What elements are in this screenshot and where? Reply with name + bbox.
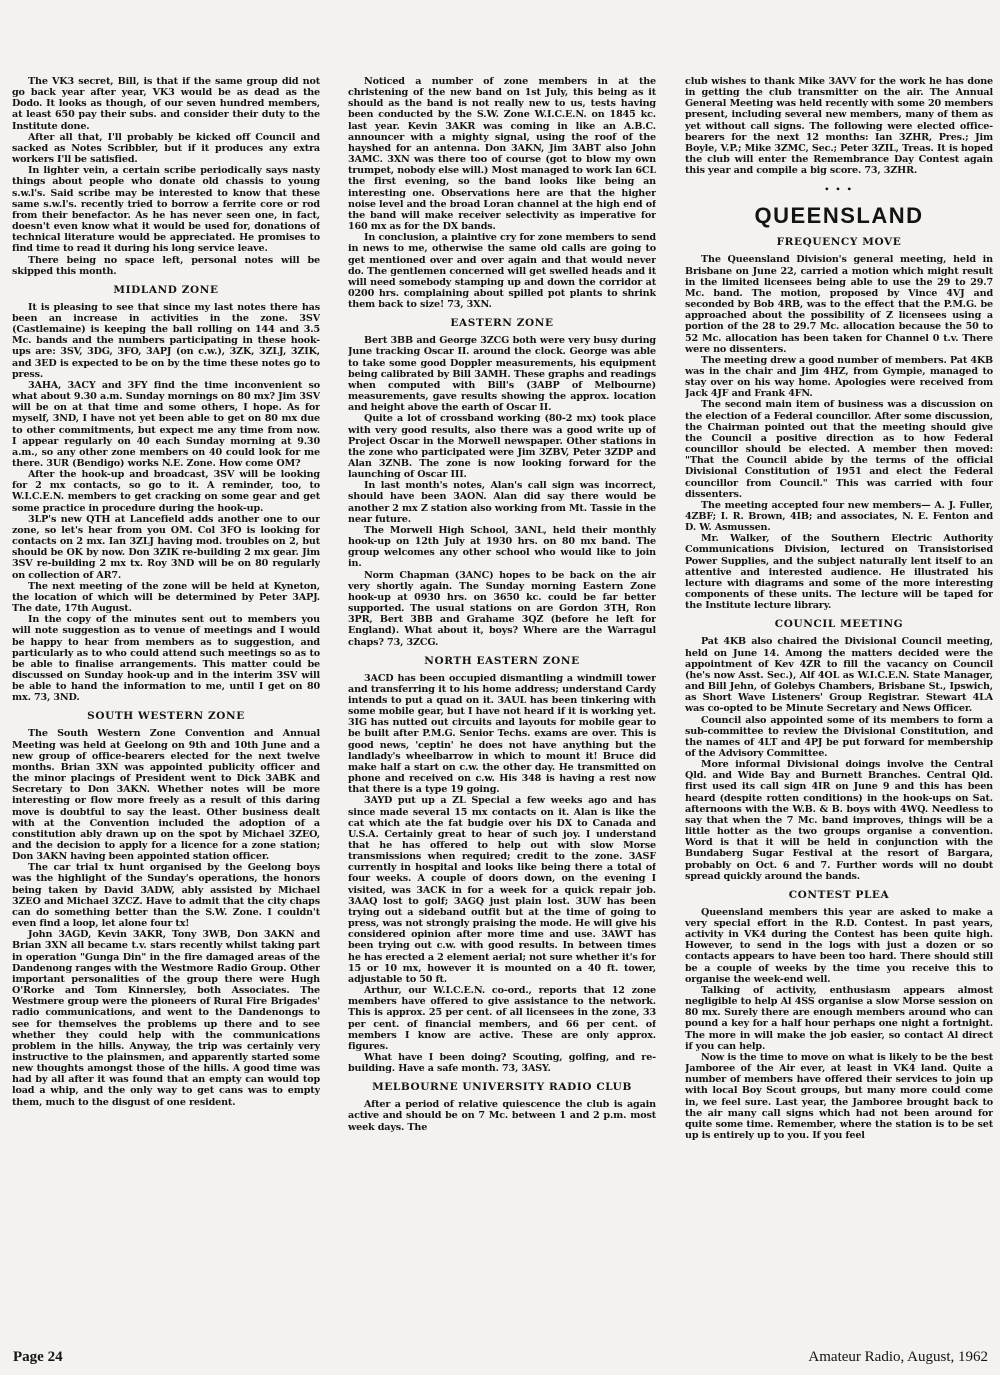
paragraph: After a period of relative quiescence the club is again active and should be on 7 Mc. between 1 and 2 p.m. most week days. The <box>348 1099 656 1133</box>
section-heading: COUNCIL MEETING <box>774 618 904 631</box>
paragraph: 3AYD put up a ZL Special a few weeks ago and has since made several 15 mx contacts on it. Alan is like the cat which ate the fat budgie over his DX to Canada and U.S.A. Certainly great to hear of such joy. I understand that he has offered to help out with slow Morse transmissions when required; credit to the zone. 3ASF currently in hospital and looks like being there a total of four weeks. A couple of doors down, on the evening I visited, was 3ACK in for a week for a quick repair job. 3AAQ lost to golf; 3AGQ just plain lost. 3UW has been trying out a sideband outfit but at the time of going to press, was not strongly praising the mode. He will give his considered opinion after more time and use. 3AWT has been trying out c.w. with good results. In between times he has erected a 2 element aerial; not sure whether it's for 15 or 10 mx, however it is mounted on a 40 ft. tower, adjustable to 50 ft. <box>348 795 656 985</box>
paragraph: Talking of activity, enthusiasm appears almost negligible to help Al 4SS organise a slow Morse session on 80 mx. Surely there are enough members around who can pound a key for a half hour perhaps one night a fortnight. The more in will make the job easier, so contact Al direct if you can help. <box>685 984 993 1052</box>
paragraph: The car trial tx hunt organised by the Geelong boys was the highlight of the Sunday's operations, the honors being taken by David 3ADW, ably assisted by Michael 3ZEO and Michael 3ZCZ. Have to admit that the city chaps can do something better than the S.W. Zone. I couldn't even find a loop, let alone four tx! <box>12 862 320 930</box>
paragraph: The Queensland Division's general meeting, held in Brisbane on June 22, carried a motion which might result in the limited licensees being able to use the 29 to 29.7 Mc. band. The motion, proposed by Vince 4VJ and seconded by Bob 4RB, was to the effect that the P.M.G. be approached about the possibility of Z licensees using a portion of the 28 to 29.7 Mc. allocation because the 50 to 52 Mc. allocation has been taken for Channel 0 t.v. There were no dissenters. <box>685 254 993 355</box>
paragraph: The meeting drew a good number of members. Pat 4KB was in the chair and Jim 4HZ, from Gympie, managed to stay over on his way home. Apologies were received from Jack 4JF and Frank 4FN. <box>685 354 993 400</box>
section-heading: MELBOURNE UNIVERSITY RADIO CLUB <box>372 1081 632 1094</box>
paragraph: After all that, I'll probably be kicked off Council and sacked as Notes Scribbler, but if it produces any extra workers I'll be satisfied. <box>12 131 320 166</box>
paragraph: There being no space left, personal notes will be skipped this month. <box>12 254 320 277</box>
section-heading: FREQUENCY MOVE <box>776 236 902 249</box>
paragraph: The VK3 secret, Bill, is that if the same group did not go back year after year, VK3 would be as dead as the Dodo. It looks as though, of our seven hundred members, at least 650 pay their subs. and consider their duty to the Institute done. <box>12 76 320 132</box>
magazine-page <box>12 76 993 1346</box>
paragraph: Quite a lot of crossband working (80-2 mx) took place with very good results, also there was a good write up of Project Oscar in the Morwell newspaper. Other stations in the zone who participated were Jim 3ZBV, Peter 3ZDP and Alan 3ZNB. The zone is now looking forward for the launching of Oscar III. <box>348 413 656 481</box>
paragraph: Pat 4KB also chaired the Divisional Council meeting, held on June 14. Among the matters decided were the appointment of Kev 4ZR to fill the vacancy on Council (he's now Asst. Sec.), Alf 4OL as W.I.C.E.N. State Manager, and Bill Jehn, of Golebys Chambers, Brisbane St., Ipswich, as Short Wave Listeners' Group Registrar. Stewart 4LA was co-opted to be Minute Secretary and News Officer. <box>685 636 993 715</box>
paragraph: 3LP's new QTH at Lancefield adds another one to our zone, so let's hear from you OM. Col 3FO is looking for contacts on 2 mx. Ian 3ZLJ having mod. troubles on 2, but should be OK by now. Don 3ZIK re-building 2 mx gear. Jim 3SV re-building 2 mx tx. Roy 3ND will be on 80 regularly on collection of AR7. <box>12 513 320 581</box>
section-heading: NORTH EASTERN ZONE <box>424 654 580 667</box>
paragraph: Noticed a number of zone members in at the christening of the new band on 1st July, this being as it should as the band is not really new to us, tests having been conducted by the S.W. Zone W.I.C.E.N. on 1845 kc. last year. Kevin 3AKR was coming in like an A.B.C. announcer with a mighty signal, using the roof of the hayshed for an antenna. Don 3AKN, Jim 3ABT also John 3AMC. 3XN was there too of course (got to blow my own trumpet, nobody else will.) Most managed to work Ian 6CL the first evening, so the band looks like being an interesting one. Observations here are that the higher noise level and the broad Loran channel at the high end of the band will make receiver selectivity as imperative for 160 mx as for the DX bands. <box>348 76 656 233</box>
paragraph: 3ACD has been occupied dismantling a windmill tower and transferring it to his home address; understand Cardy intends to put a quad on it. 3AUL has been tinkering with some mobile gear, but I have not heard if it is working yet. 3IG has nutted out circuits and layouts for mobile gear to be built after P.M.G. Senior Techs. exams are over. This is good news, 'ceptin' he does not have anything but the landlady's wheelbarrow in which to mount it! Bruce did make half a start on c.w. the other day. He transmitted on phone and received on c.w. His 348 is having a rest now that there is a type 19 going. <box>348 672 656 796</box>
page-number: Page 24 <box>13 1349 63 1365</box>
paragraph: John 3AGD, Kevin 3AKR, Tony 3WB, Don 3AKN and Brian 3XN all became t.v. stars recently whilst taking part in operation "Gunga Din" in the fire damaged areas of the Dandenong ranges with the Westmore Radio Group. Other important personalities of the group there were Hugh O'Rorke and Tom Kinnersley, both Associates. The Westmere group were the pioneers of Rural Fire Brigades' radio communications, and went to the Dandenongs to see for themselves the problems up there and to see whether they could help with the communications problem in the hills. Anyway, the trip was certainly very instructive to the plainsmen, and apparently started some new thoughts amongst those of the hills. A good time was had by all after it was found that an empty can would top load a whip, and the only way to get cans was to empty them, much to the disgust of one resident. <box>12 929 320 1108</box>
paragraph: 3AHA, 3ACY and 3FY find the time inconvenient so what about 9.30 a.m. Sunday mornings on 80 mx? Jim 3SV will be on at that time and some others, I hope. As for myself, 3ND, I have not yet been able to get on 80 mx due to other commitments, but expect me any time from now. I appear regularly on 40 each Sunday morning at 9.30 a.m., so any other zone members on 40 could look for me there. 3UR (Bendigo) works N.E. Zone. How come OM? <box>12 379 320 469</box>
paragraph: The second main item of business was a discussion on the election of a Federal councillor. After some discussion, the Chairman pointed out that the meeting should give the Council a positive direction as to how Federal councillor should be elected. A member then moved: "That the Council abide by the terms of the official Divisional Constitution of 1951 and elect the Federal councillor from Council." This was carried with four dissenters. <box>685 399 993 500</box>
section-heading: EASTERN ZONE <box>450 317 554 330</box>
paragraph: In last month's notes, Alan's call sign was incorrect, should have been 3AON. Alan did say there would be another 2 mx Z station also working from Mt. Tassie in the near future. <box>348 480 656 525</box>
column-right <box>685 76 993 1346</box>
publication-credit: Amateur Radio, August, 1962 <box>808 1349 988 1365</box>
paragraph: Queensland members this year are asked to make a very special effort in the R.D. Contest. In past years, activity in VK4 during the Contest has been quite high. However, to send in the logs with just a dozen or so contacts appears to have been too hard. There should still be a couple of weeks by the time you receive this to organise the week-end well. <box>685 906 993 985</box>
paragraph: After the hook-up and broadcast, 3SV will be looking for 2 mx contacts, so go to it. A reminder, too, to W.I.C.E.N. members to get cracking on some gear and get some practice in procedure during the hook-up. <box>12 469 320 514</box>
paragraph: In conclusion, a plaintive cry for zone members to send in news to me, otherwise the same old calls are going to get mentioned over and over again and that would never do. The gentlemen concerned will get swelled heads and it will need somebody stamping up and down the corridor at 0200 hrs. complaining about spilled pot plants to shrink them back to size! 73, 3XN. <box>348 232 656 311</box>
section-heading: SOUTH WESTERN ZONE <box>87 710 245 723</box>
paragraph: It is pleasing to see that since my last notes there has been an increase in activities in the zone. 3SV (Castlemaine) is keeping the ball rolling on 144 and 3.5 Mc. bands and the numbers participating in these hook-ups are: 3SV, 3DG, 3FO, 3APJ (on c.w.), 3ZK, 3ZLJ, 3ZIK, and 3ED is expected to be on by the time these notes go to press. <box>12 301 320 380</box>
paragraph: In lighter vein, a certain scribe periodically says nasty things about people who donate old chassis to young s.w.l's. Said scribe may be interested to know that these same s.w.l's. recently tried to borrow a ferrite core or rod from their benefactor. As he has never seen one, in fact, doesn't even know what it would be used for, donations of technical literature would be appreciated. He promises to find time to read it during his long service leave. <box>12 165 320 255</box>
paragraph: Norm Chapman (3ANC) hopes to be back on the air very shortly again. The Sunday morning Eastern Zone hook-up at 0930 hrs. on 3650 kc. could be far better supported. The usual stations on are Gordon 3TH, Ron 3PR, Bert 3BB and Grahame 3QZ (before he left for England). What about it, boys? Where are the Warragul chaps? 73, 3ZCG. <box>348 569 656 648</box>
paragraph: What have I been doing? Scouting, golfing, and re-building. Have a safe month. 73, 3ASY. <box>348 1051 656 1075</box>
paragraph: club wishes to thank Mike 3AVV for the work he has done in getting the club transmitter on the air. The Annual General Meeting was held recently with some 20 members present, including several new members, many of them as yet without call signs. The following were elected office-bearers for the next 12 months: Ian 3ZHR, Pres.; Jim Boyle, V.P.; Mike 3ZMC, Sec.; Peter 3ZIL, Treas. It is hoped the club will enter the Remembrance Day Contest again this year and compile a big score. 73, 3ZHR. <box>685 76 993 177</box>
paragraph: Now is the time to move on what is likely to be the best Jamboree of the Air ever, at least in VK4 land. Quite a number of members have offered their services to join up with local Boy Scout groups, but many more could come in, we feel sure. Last year, the Jamboree brought back to the air many call signs which had not been around for quite some time. Remember, where the station is to be set up is entirely up to you. If you feel <box>685 1051 993 1141</box>
section-heading: CONTEST PLEA <box>788 888 890 901</box>
paragraph: Arthur, our W.I.C.E.N. co-ord., reports that 12 zone members have offered to give assistance to the network. This is approx. 25 per cent. of all licensees in the zone, 33 per cent. of financial members, and 66 per cent. of members I know are active. These are only approx. figures. <box>348 985 656 1052</box>
paragraph: Bert 3BB and George 3ZCG both were very busy during June tracking Oscar II. around the clock. George was able to take some good Doppler measurements, his equipment being calibrated by Bill 3AMH. These graphs and readings when computed with Bill's (3ABP of Melbourne) measurements, gave results showing the approx. location and height above the earth of Oscar II. <box>348 335 656 414</box>
paragraph: The next meeting of the zone will be held at Kyneton, the location of which will be determined by Peter 3APJ. The date, 17th August. <box>12 580 320 615</box>
paragraph: The South Western Zone Convention and Annual Meeting was held at Geelong on 9th and 10th June and a new group of office-bearers elected for the next twelve months. Brian 3XN was appointed publicity officer and the minor placings of President went to Dick 3ABK and Secretary to Don 3AKN. Whether notes will be more interesting or flow more freely as a result of this daring move is doubtful to say the least. Other business dealt with at the Convention included the adoption of a constitution ably drawn up on the spot by Michael 3ZEO, and the decision to apply for a licence for a zone station; Don 3AKN having been appointed station officer. <box>12 728 320 863</box>
paragraph: In the copy of the minutes sent out to members you will note suggestion as to venue of meetings and I would be happy to hear from members as to suggestion, and particularly as to who could attend such meetings so as to be able to finalise arrangements. This matter could be discussed on Sunday hook-up and in the interim 3SV will be able to hand the information to me, until I get on 80 mx. 73, 3ND. <box>12 614 320 704</box>
column-middle <box>348 76 656 1346</box>
paragraph: More informal Divisional doings involve the Central Qld. and Wide Bay and Burnett Branches. Central Qld. first used its call sign 4IR on June 9 and this has been heard (despite rotten conditions) in the hook-ups on Sat. afternoons with the W.B. & B. boys with 4WQ. Needless to say that when the 7 Mc. band improves, things will be a little hotter as the two groups organise a convention. Word is that it will be held in conjunction with the Bundaberg Sugar Festival at the resort of Bargara, probably on Oct. 6 and 7. Further words will no doubt spread quickly around the bands. <box>685 759 993 882</box>
section-separator: • • • <box>824 182 854 197</box>
division-heading: QUEENSLAND <box>754 203 924 229</box>
column-left <box>12 76 320 1346</box>
section-heading: MIDLAND ZONE <box>113 283 219 296</box>
paragraph: Council also appointed some of its members to form a sub-committee to review the Divisional Constitution, and the names of 4LT and 4PJ be put forward for membership of the Advisory Committee. <box>685 714 993 759</box>
paragraph: The meeting accepted four new members— A. J. Fuller, 4ZBF; I. R. Brown, 4IB; and associates, N. E. Fenton and D. W. Asmussen. <box>685 499 993 534</box>
paragraph: Mr. Walker, of the Southern Electric Authority Communications Division, lectured on Transistorised Power Supplies, and the subject naturally lent itself to an attentive and interested audience. He illustrated his lecture with diagrams and some of the more interesting components of these units. The lecture will be taped for the Institute lecture library. <box>685 533 993 612</box>
paragraph: The Morwell High School, 3ANL, held their monthly hook-up on 12th July at 1930 hrs. on 80 mx band. The group welcomes any other school who would like to join in. <box>348 524 656 570</box>
